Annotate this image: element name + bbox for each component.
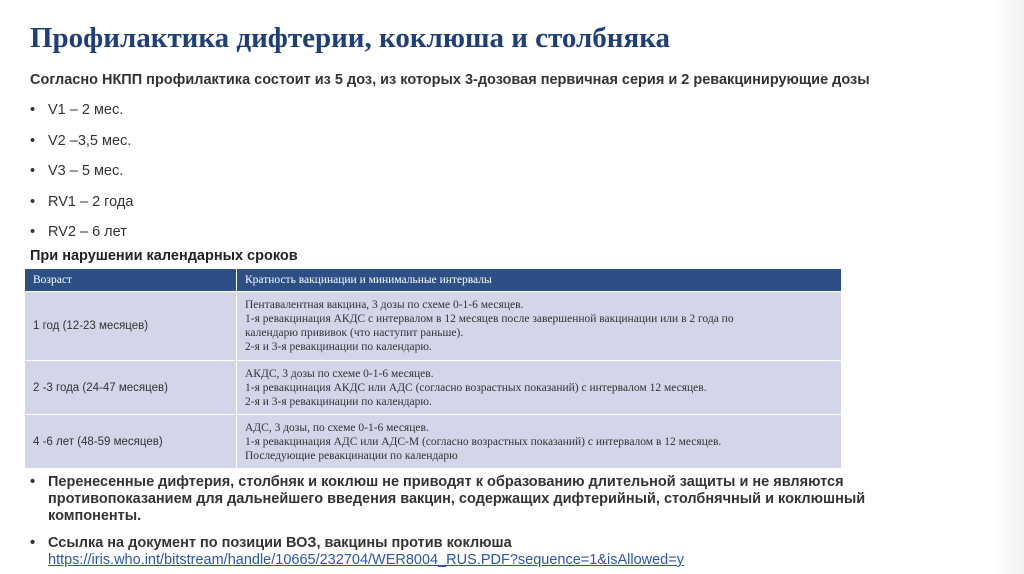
note-item — [30, 474, 960, 525]
note-item — [30, 535, 960, 569]
note-text: Ссылка на документ по позиции ВОЗ, вакцины против коклюша — [48, 535, 512, 551]
bullet-icon: • — [30, 193, 36, 210]
schedule-cell — [237, 415, 842, 469]
dose-item — [30, 190, 133, 221]
schedule-line: 2-я и 3-я ревакцинации по календарю. — [245, 341, 432, 353]
bullet-icon: • — [30, 535, 36, 551]
slide-edge-shadow — [992, 0, 1024, 574]
dose-item — [30, 220, 133, 251]
notes-list — [30, 474, 960, 569]
schedule-line: календарю прививок (что наступит раньше). — [245, 327, 464, 339]
dose-text: V1 – 2 мес. — [48, 102, 124, 118]
note-text: Перенесенные дифтерия, столбняк и коклюш не приводят к образованию длительной защиты и не являются противопоказанием для дальнейшего введения вакцин, содержащих дифтерийный, столбнячный и коклюшный компоненты. — [48, 474, 866, 524]
schedule-line: 1-я ревакцинация АКДС с интервалом в 12 месяцев после завершенной вакцинации или в 2 года по — [245, 313, 734, 325]
dose-item — [30, 129, 133, 160]
page-title: Профилактика дифтерии, коклюша и столбняка — [30, 22, 670, 54]
schedule-line: Пентавалентная вакцина, 3 дозы по схеме 0-1-6 месяцев. — [245, 299, 524, 311]
bullet-icon: • — [30, 474, 36, 490]
bullet-icon: • — [30, 132, 36, 149]
dose-item — [30, 98, 133, 129]
schedule-cell — [237, 292, 842, 361]
bullet-icon: • — [30, 102, 36, 118]
schedule-cell — [237, 361, 842, 415]
section-subheading: При нарушении календарных сроков — [30, 248, 298, 264]
dose-text: V2 –3,5 мес. — [48, 132, 132, 149]
table-row — [25, 292, 842, 361]
dose-text: RV2 – 6 лет — [48, 224, 127, 240]
intro-text: Согласно НКПП профилактика состоит из 5 доз, из которых 3-дозовая первичная серия и 2 ревакцинирующие дозы — [30, 72, 870, 88]
schedule-line: Последующие ревакцинации по календарю — [245, 449, 458, 462]
age-cell: 2 -3 года (24-47 месяцев) — [25, 361, 237, 415]
bullet-icon: • — [30, 163, 36, 179]
schedule-line: АДС, 3 дозы, по схеме 0-1-6 месяцев. — [245, 421, 429, 434]
age-cell: 1 год (12-23 месяцев) — [25, 292, 237, 361]
table-row — [25, 361, 842, 415]
schedule-line: 1-я ревакцинация АДС или АДС-М (согласно возрастных показаний) с интервалом в 12 месяцев. — [245, 435, 722, 448]
column-header-age: Возраст — [25, 269, 237, 292]
who-document-link[interactable]: https://iris.who.int/bitstream/handle/10665/232704/WER8004_RUS.PDF?sequence=1&isAllowed=y — [48, 552, 684, 568]
vaccination-schedule-table — [24, 268, 842, 469]
age-cell: 4 -6 лет (48-59 месяцев) — [25, 415, 237, 469]
table-header-row — [25, 269, 842, 292]
schedule-line: 2-я и 3-я ревакцинации по календарю. — [245, 395, 432, 408]
schedule-line: АКДС, 3 дозы по схеме 0-1-6 месяцев. — [245, 367, 434, 380]
dose-list — [30, 98, 133, 251]
column-header-schedule: Кратность вакцинации и минимальные интервалы — [237, 269, 842, 292]
dose-item — [30, 159, 133, 190]
dose-text: RV1 – 2 года — [48, 193, 134, 210]
table-row — [25, 415, 842, 469]
schedule-line: 1-я ревакцинация АКДС или АДС (согласно возрастных показаний) с интервалом 12 месяцев. — [245, 381, 707, 394]
dose-text: V3 – 5 мес. — [48, 163, 124, 179]
bullet-icon: • — [30, 224, 36, 240]
